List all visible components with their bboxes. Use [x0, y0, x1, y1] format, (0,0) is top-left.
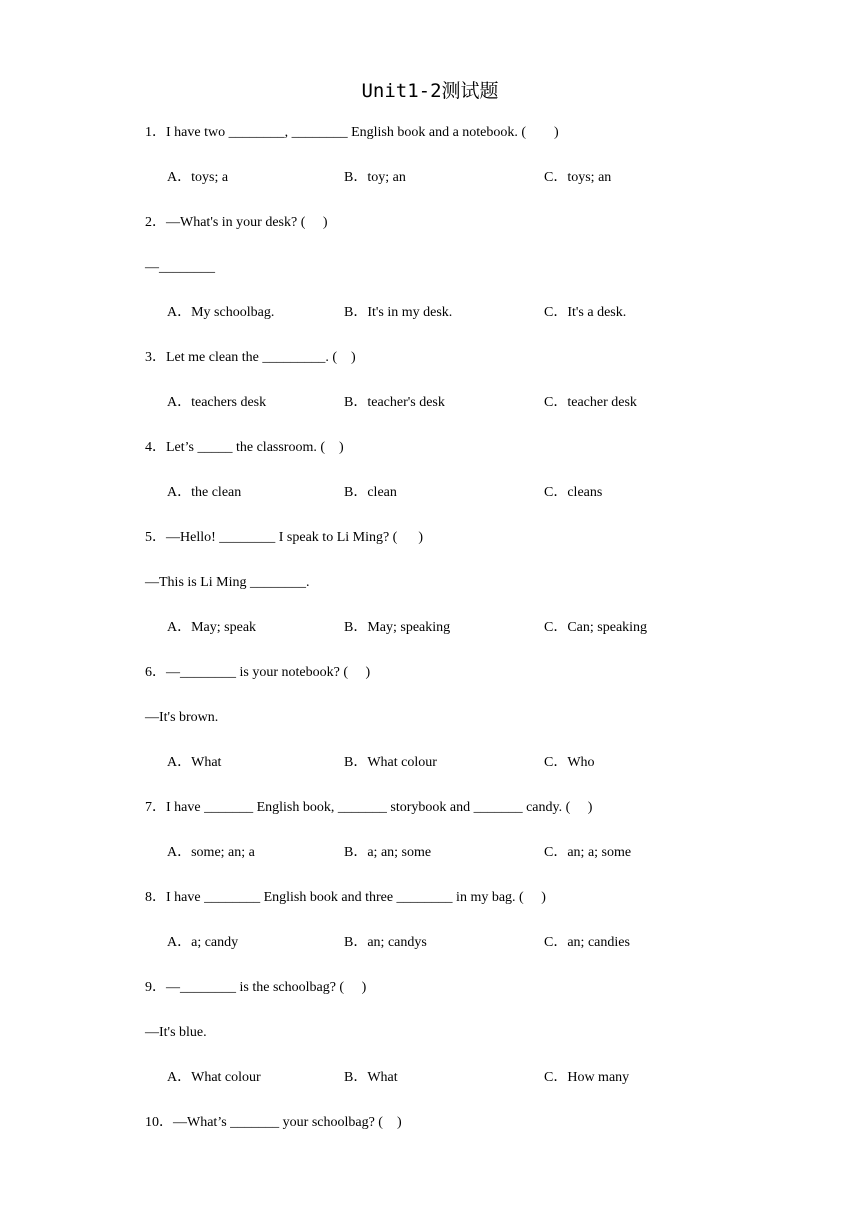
- q2-option-c: C．It's a desk.: [544, 305, 627, 320]
- q5-option-c: C．Can; speaking: [544, 620, 648, 635]
- q7-option-c: C．an; a; some: [544, 845, 632, 860]
- q1-option-c: C．toys; an: [544, 170, 612, 185]
- q9-option-c: C．How many: [544, 1070, 630, 1085]
- q6-option-b: B．What colour: [344, 755, 437, 770]
- question-4: 4．Let’s _____ the classroom. ( ): [145, 440, 344, 455]
- q6-option-a: A．What: [167, 755, 222, 770]
- q9-option-a: A．What colour: [167, 1070, 261, 1085]
- q2-option-b: B．It's in my desk.: [344, 305, 453, 320]
- question-2: 2．—What's in your desk? ( ): [145, 215, 328, 230]
- q5-option-a: A．May; speak: [167, 620, 257, 635]
- question-7: 7．I have _______ English book, _______ storybook and _______ candy. ( ): [145, 800, 593, 815]
- q8-option-a: A．a; candy: [167, 935, 239, 950]
- q1-option-a: A．toys; a: [167, 170, 229, 185]
- q9-answer-line: —It's blue.: [145, 1025, 207, 1040]
- page-title: Unit1-2测试题: [361, 80, 499, 102]
- q3-option-c: C．teacher desk: [544, 395, 637, 410]
- question-1: 1．I have two ________, ________ English book and a notebook. ( ): [145, 125, 559, 140]
- question-9: 9．—________ is the schoolbag? ( ): [145, 980, 367, 995]
- q9-option-b: B．What: [344, 1070, 398, 1085]
- q3-option-b: B．teacher's desk: [344, 395, 445, 410]
- q8-option-c: C．an; candies: [544, 935, 630, 950]
- q7-option-a: A．some; an; a: [167, 845, 255, 860]
- question-10: 10．—What’s _______ your schoolbag? ( ): [145, 1115, 402, 1130]
- q7-option-b: B．a; an; some: [344, 845, 432, 860]
- question-8: 8．I have ________ English book and three ________ in my bag. ( ): [145, 890, 546, 905]
- q2-answer-line: —________: [145, 260, 215, 275]
- question-3: 3．Let me clean the _________. ( ): [145, 350, 356, 365]
- q6-option-c: C．Who: [544, 755, 595, 770]
- q5-answer-line: —This is Li Ming ________.: [145, 575, 310, 590]
- q8-option-b: B．an; candys: [344, 935, 427, 950]
- q4-option-c: C．cleans: [544, 485, 603, 500]
- question-5: 5．—Hello! ________ I speak to Li Ming? ( ): [145, 530, 424, 545]
- q4-option-b: B．clean: [344, 485, 397, 500]
- question-6: 6．—________ is your notebook? ( ): [145, 665, 371, 680]
- q4-option-a: A．the clean: [167, 485, 242, 500]
- q1-option-b: B．toy; an: [344, 170, 406, 185]
- q6-answer-line: —It's brown.: [145, 710, 219, 725]
- q5-option-b: B．May; speaking: [344, 620, 451, 635]
- q2-option-a: A．My schoolbag.: [167, 305, 275, 320]
- q3-option-a: A．teachers desk: [167, 395, 267, 410]
